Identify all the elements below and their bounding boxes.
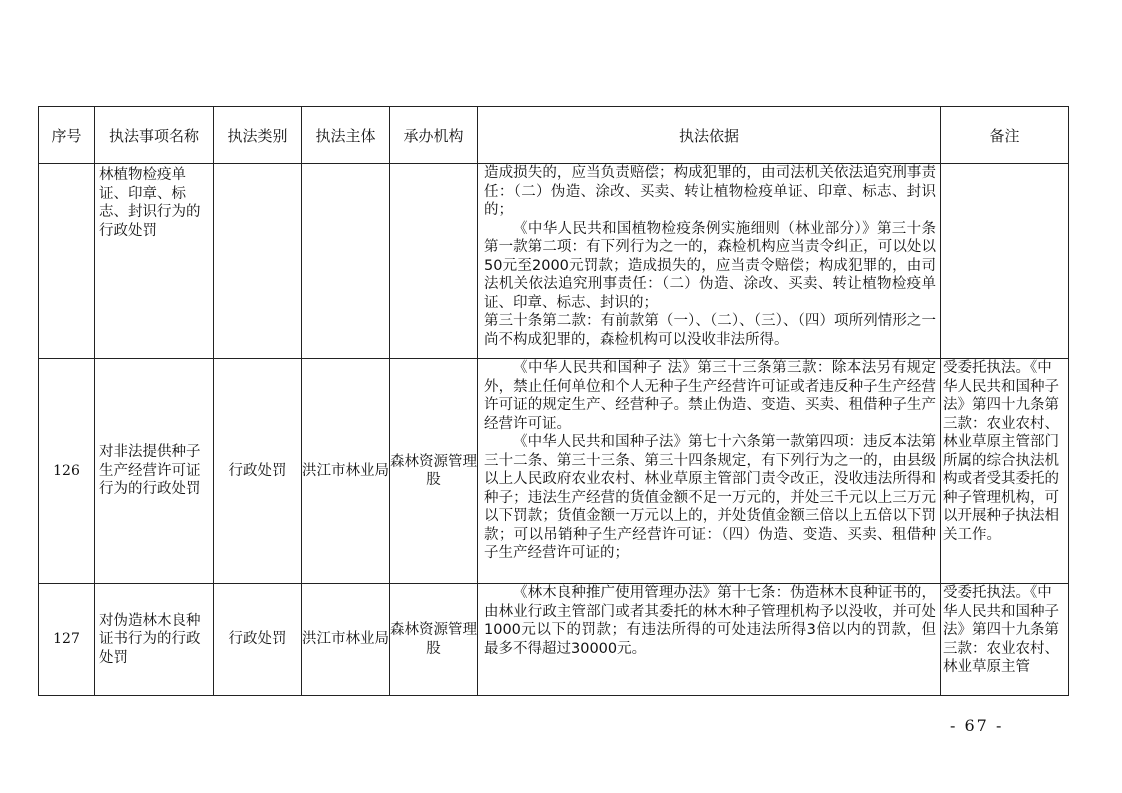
row-basis — [478, 164, 941, 359]
row-remark: 受委托执法。《中华人民共和国种子法》第四十九条第三款：农业农村、林业草原主管 — [941, 584, 1069, 696]
basis-paragraph: 《中华人民共和国植物检疫条例实施细则（林业部分）》第三十条第一款第二项：有下列行为之一的，森检机构应当责令纠正，可以处以50元至2000元罚款；造成损失的，应当责令赔偿；构成犯罪的，由司法机关依法追究刑事责任：（二）伪造、涂改、买卖、转让植物检疫单证、印章、标志、封识的； — [484, 220, 936, 311]
row-seq: 127 — [39, 584, 95, 696]
row-name: 对伪造林木良种证书行为的行政处罚 — [95, 584, 214, 696]
row-remark: 受委托执法。《中华人民共和国种子法》第四十九条第三款：农业农村、林业草原主管部门所属的综合执法机构或者受其委托的种子管理机构，可以开展种子执法相关工作。 — [941, 359, 1069, 584]
row-basis — [478, 584, 941, 696]
row-name: 对非法提供种子生产经营许可证行为的行政处罚 — [95, 359, 214, 584]
header-agency: 承办机构 — [390, 107, 478, 164]
row-basis — [478, 359, 941, 584]
page-number: - 67 - — [950, 716, 1004, 735]
header-basis: 执法依据 — [478, 107, 941, 164]
row-subject: 洪江市林业局 — [302, 584, 390, 696]
row-category — [214, 164, 302, 359]
basis-paragraph: 第三十条第二款：有前款第（一）、（二）、（三）、（四）项所列情形之一尚不构成犯罪的，森检机构可以没收非法所得。 — [484, 313, 936, 348]
table-row — [39, 584, 1069, 696]
row-remark — [941, 164, 1069, 359]
row-subject — [302, 164, 390, 359]
basis-paragraph: 《林木良种推广使用管理办法》第十七条：伪造林木良种证书的，由林业行政主管部门或者其委托的林木种子管理机构予以没收，并可处1000元以下的罚款；有违法所得的可处违法所得3倍以内的罚款，但最多不得超过30000元。 — [484, 585, 936, 657]
row-seq: 126 — [39, 359, 95, 584]
basis-paragraph: 造成损失的，应当负责赔偿；构成犯罪的，由司法机关依法追究刑事责任：（二）伪造、涂改、买卖、转让植物检疫单证、印章、标志、封识的； — [484, 165, 936, 218]
header-seq: 序号 — [39, 107, 95, 164]
header-name: 执法事项名称 — [95, 107, 214, 164]
header-remark: 备注 — [941, 107, 1069, 164]
basis-paragraph: 《中华人民共和国种子法》第七十六条第一款第四项：违反本法第三十二条、第三十三条、第三十四条规定，有下列行为之一的，由县级以上人民政府农业农村、林业草原主管部门责令改正，没收违法所得和种子；违法生产经营的货值金额不足一万元的，并处三千元以上三万元以下罚款；货值金额一万元以上的，并处货值金额三倍以上五倍以下罚款；可以吊销种子生产经营许可证：（四）伪造、变造、买卖、租借种子生产经营许可证的； — [484, 434, 936, 561]
row-category: 行政处罚 — [214, 584, 302, 696]
row-category: 行政处罚 — [214, 359, 302, 584]
header-category: 执法类别 — [214, 107, 302, 164]
basis-paragraph: 《中华人民共和国种子 法》第三十三条第三款：除本法另有规定外，禁止任何单位和个人无种子生产经营许可证或者违反种子生产经营许可证的规定生产、经营种子。禁止伪造、变造、买卖、租借种子生产经营许可证。 — [484, 360, 936, 432]
table-row — [39, 359, 1069, 584]
row-name: 林植物检疫单证、印章、标志、封识行为的行政处罚 — [95, 164, 214, 359]
row-agency — [390, 164, 478, 359]
row-agency: 森林资源管理股 — [390, 359, 478, 584]
header-subject: 执法主体 — [302, 107, 390, 164]
row-seq — [39, 164, 95, 359]
enforcement-table — [38, 106, 1069, 696]
table-row — [39, 164, 1069, 359]
table-header-row — [39, 107, 1069, 164]
row-agency: 森林资源管理股 — [390, 584, 478, 696]
row-subject: 洪江市林业局 — [302, 359, 390, 584]
